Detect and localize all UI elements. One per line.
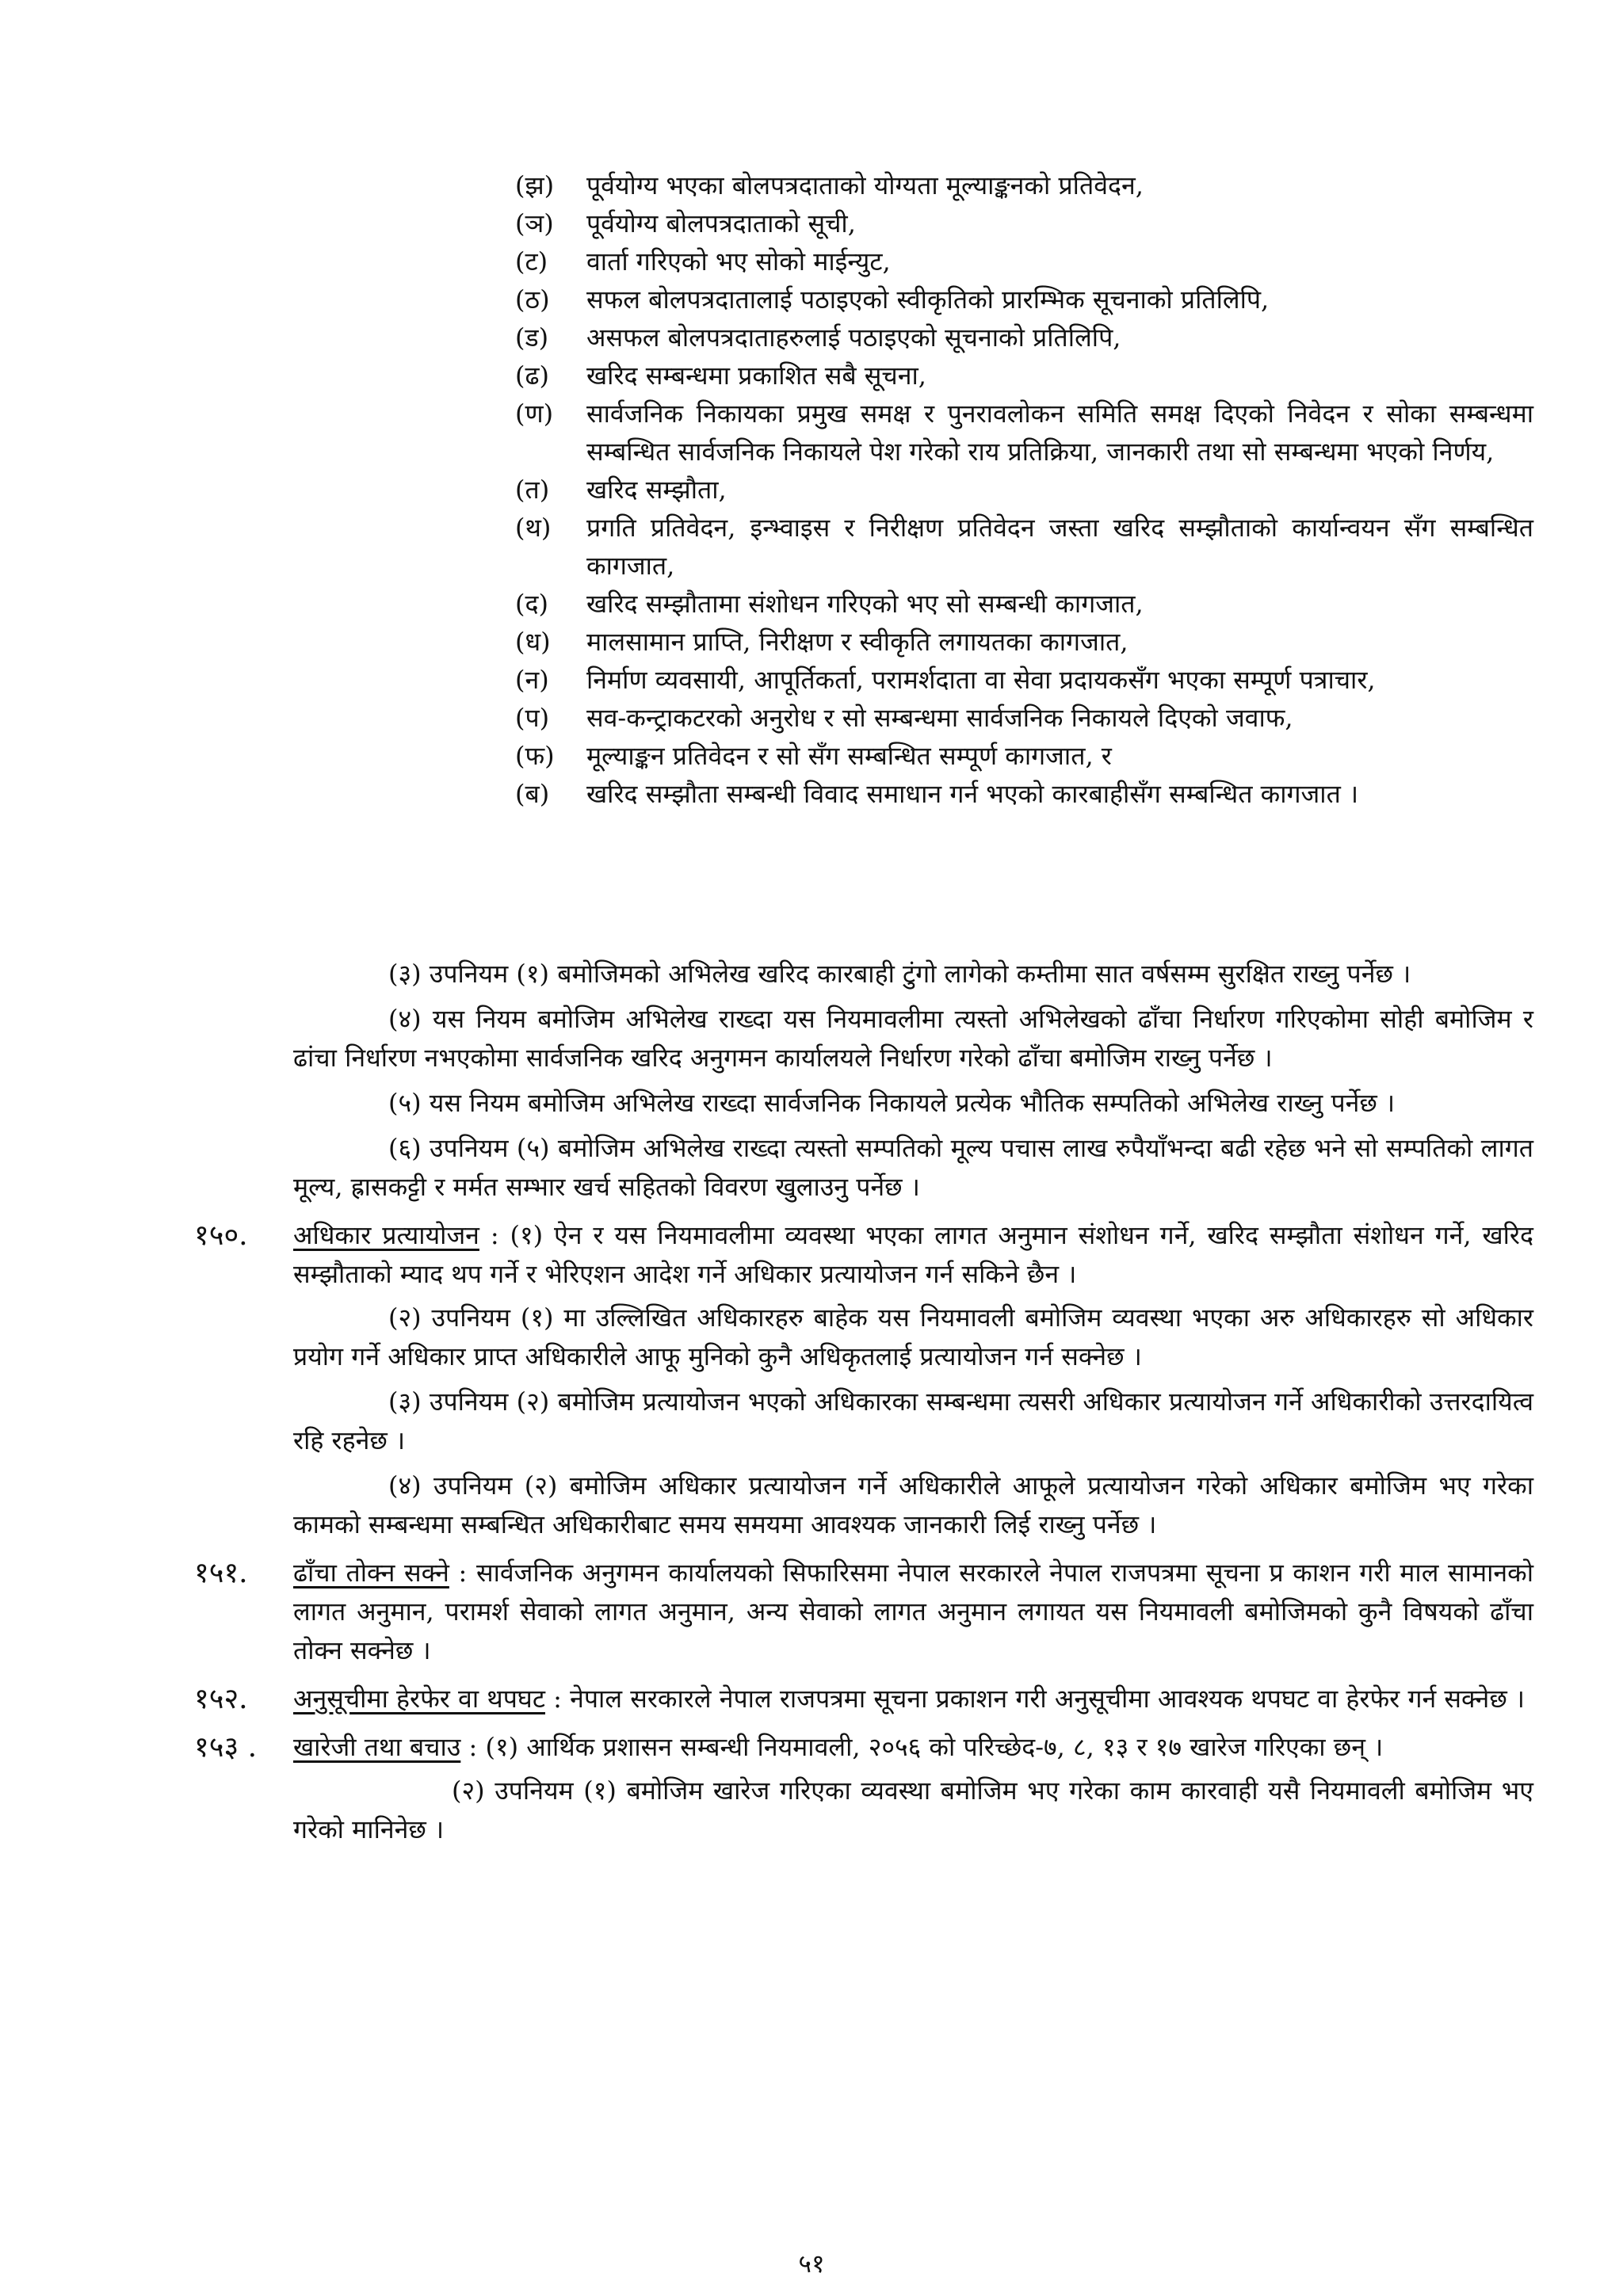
- subrule-paragraph: (६) उपनियम (५) बमोजिम अभिलेख राख्दा त्यस्तो सम्पतिको मूल्य पचास लाख रुपैयाँभन्दा बढी रहेछ भने सो सम्पतिको लागत मूल्य, ह्रासकट्टी र मर्मत सम्भार खर्च सहितको विवरण खुलाउनु पर्नेछ ।: [293, 1133, 1533, 1202]
- list-marker: (थ): [515, 513, 552, 543]
- list-item: [515, 166, 1533, 204]
- list-item-text: सव-कन्ट्राकटरको अनुरोध र सो सम्बन्धमा सार्वजनिक निकायले दिएको जवाफ,: [586, 703, 1293, 733]
- list-item: [515, 623, 1533, 661]
- section-153: [194, 1728, 1533, 1767]
- list-item-text: पूर्वयोग्य भएका बोलपत्रदाताको योग्यता मूल्याङ्कनको प्रतिवेदन,: [586, 170, 1144, 200]
- heading-separator: :: [460, 1732, 486, 1762]
- list-item-text: सार्वजनिक निकायका प्रमुख समक्ष र पुनरावलोकन समिति समक्ष दिएको निवेदन र सोका सम्बन्धमा सम्बन्धित सार्वजनिक निकायले पेश गरेको राय प्रतिक्रिया, जानकारी तथा सो सम्बन्धमा भएको निर्णय,: [586, 399, 1533, 467]
- section-number: १५३ .: [194, 1731, 258, 1764]
- list-marker: (फ): [515, 741, 555, 771]
- list-marker: (ण): [515, 399, 554, 429]
- list-item: [515, 395, 1533, 471]
- section-text: नेपाल सरकारले नेपाल राजपत्रमा सूचना प्रकाशन गरी अनुसूचीमा आवश्यक थपघट वा हेरफेर गर्न सक्नेछ ।: [570, 1684, 1526, 1714]
- section-number: १५०.: [194, 1219, 248, 1252]
- list-item: [515, 509, 1533, 585]
- list-marker: (ढ): [515, 360, 549, 391]
- list-marker: (ब): [515, 779, 550, 809]
- body-text: [194, 955, 1534, 1855]
- list-item-text: असफल बोलपत्रदाताहरुलाई पठाइएको सूचनाको प्रतिलिपि,: [586, 322, 1121, 353]
- page-number: ५१: [798, 2248, 825, 2279]
- list-item: [515, 280, 1533, 318]
- list-item-text: खरिद सम्झौता सम्बन्धी विवाद समाधान गर्न भएको कारबाहीसँग सम्बन्धित कागजात ।: [586, 779, 1359, 809]
- subrule-paragraph: (३) उपनियम (२) बमोजिम प्रत्यायोजन भएको अधिकारका सम्बन्धमा त्यसरी अधिकार प्रत्यायोजन गर्ने अधिकारीको उत्तरदायित्व रहि रहनेछ ।: [293, 1386, 1533, 1455]
- list-item: [515, 775, 1533, 813]
- list-marker: (ट): [515, 246, 548, 277]
- list-marker: (त): [515, 475, 550, 505]
- heading-separator: :: [479, 1220, 510, 1250]
- list-item: [515, 357, 1533, 395]
- list-item-text: पूर्वयोग्य बोलपत्रदाताको सूची,: [586, 208, 856, 238]
- list-item-text: सफल बोलपत्रदातालाई पठाइएको स्वीकृतिको प्रारम्भिक सूचनाको प्रतिलिपि,: [586, 284, 1270, 315]
- list-marker: (ध): [515, 627, 551, 657]
- list-item-text: निर्माण व्यवसायी, आपूर्तिकर्ता, परामर्शदाता वा सेवा प्रदायकसँग भएका सम्पूर्ण पत्राचार,: [586, 665, 1376, 695]
- list-item-text: प्रगति प्रतिवेदन, इन्भ्वाइस र निरीक्षण प्रतिवेदन जस्ता खरिद सम्झौताको कार्यान्वयन सँग सम्बन्धित कागजात,: [586, 513, 1533, 581]
- subrule-paragraph: (४) उपनियम (२) बमोजिम अधिकार प्रत्यायोजन गर्ने अधिकारीले आफूले प्रत्यायोजन गरेको अधिकार बमोजिम भए गरेका कामको सम्बन्धमा सम्बन्धित अधिकारीबाट समय समयमा आवश्यक जानकारी लिई राख्नु पर्नेछ ।: [293, 1470, 1533, 1539]
- subrule-paragraph: (२) उपनियम (१) मा उल्लिखित अधिकारहरु बाहेक यस नियमावली बमोजिम व्यवस्था भएका अरु अधिकारहरु सो अधिकार प्रयोग गर्ने अधिकार प्राप्त अधिकारीले आफू मुनिको कुनै अधिकृतलाई प्रत्यायोजन गर्न सक्नेछ ।: [293, 1302, 1533, 1371]
- list-marker: (झ): [515, 170, 555, 200]
- list-item: [515, 471, 1533, 509]
- subrule-paragraph: (५) यस नियम बमोजिम अभिलेख राख्दा सार्वजनिक निकायले प्रत्येक भौतिक सम्पतिको अभिलेख राख्नु पर्नेछ ।: [388, 1088, 1396, 1118]
- section-151: [194, 1554, 1534, 1670]
- list-item-text: मूल्याङ्कन प्रतिवेदन र सो सँग सम्बन्धित सम्पूर्ण कागजात, र: [586, 741, 1112, 771]
- section-heading: ढाँचा तोक्न सक्ने: [293, 1558, 449, 1588]
- heading-separator: :: [544, 1684, 571, 1714]
- list-item: [515, 661, 1533, 699]
- list-marker: (प): [515, 703, 550, 733]
- subrule-paragraph: (४) यस नियम बमोजिम अभिलेख राख्दा यस नियमावलीमा त्यस्तो अभिलेखको ढाँचा निर्धारण गरिएकोमा सोही बमोजिम र ढांचा निर्धारण नभएकोमा सार्वजनिक खरिद अनुगमन कार्यालयले निर्धारण गरेको ढाँचा बमोजिम राख्नु पर्नेछ ।: [293, 1004, 1533, 1073]
- section-heading: अनुसूचीमा हेरफेर वा थपघट: [293, 1684, 545, 1714]
- list-item: [515, 699, 1533, 737]
- list-item: [515, 318, 1533, 357]
- section-152: [194, 1680, 1533, 1718]
- section-text: सार्वजनिक अनुगमन कार्यालयको सिफारिसमा नेपाल सरकारले नेपाल राजपत्रमा सूचना प्र काशन गरी माल सामानको लागत अनुमान, परामर्श सेवाको लागत अनुमान, अन्य सेवाको लागत अनुमान लगायत यस नियमावली बमोजिमको कुनै विषयको ढाँचा तोक्न सक्नेछ ।: [293, 1558, 1534, 1665]
- records-list: [515, 166, 1533, 813]
- list-marker: (ठ): [515, 284, 550, 315]
- list-item-text: खरिद सम्बन्धमा प्रकाशित सबै सूचना,: [586, 360, 926, 391]
- list-item-text: खरिद सम्झौतामा संशोधन गरिएको भए सो सम्बन्धी कागजात,: [586, 589, 1144, 619]
- section-text: (१) ऐन र यस नियमावलीमा व्यवस्था भएका लागत अनुमान संशोधन गर्ने, खरिद सम्झौता संशोधन गर्ने, खरिद सम्झौताको म्याद थप गर्ने र भेरिएशन आदेश गर्ने अधिकार प्रत्यायोजन गर्न सकिने छैन ।: [293, 1220, 1534, 1289]
- list-marker: (ड): [515, 322, 549, 353]
- subrule-paragraph: (३) उपनियम (१) बमोजिमको अभिलेख खरिद कारबाही टुंगो लागेको कम्तीमा सात वर्षसम्म सुरक्षित राख्नु पर्नेछ ।: [388, 959, 1411, 989]
- list-marker: (द): [515, 589, 548, 619]
- list-item-text: मालसामान प्राप्ति, निरीक्षण र स्वीकृति लगायतका कागजात,: [586, 627, 1128, 657]
- section-text: (१) आर्थिक प्रशासन सम्बन्धी नियमावली, २०५६ को परिच्छेद-७, ८, १३ र १७ खारेज गरिएका छन् ।: [485, 1732, 1384, 1762]
- list-marker: (ञ): [515, 208, 554, 238]
- list-item: [515, 204, 1533, 242]
- list-item: [515, 737, 1533, 775]
- section-number: १५२.: [194, 1683, 248, 1715]
- list-marker: (न): [515, 665, 549, 695]
- section-number: १५१.: [194, 1557, 248, 1589]
- section-heading: अधिकार प्रत्यायोजन: [293, 1220, 479, 1250]
- subrule-paragraph: (२) उपनियम (१) बमोजिम खारेज गरिएका व्यवस्था बमोजिम भए गरेका काम कारवाही यसै नियमावली बमोजिम भए गरेको मानिनेछ ।: [293, 1775, 1533, 1844]
- heading-separator: :: [449, 1558, 476, 1588]
- list-item-text: खरिद सम्झौता,: [586, 475, 727, 505]
- list-item: [515, 242, 1533, 280]
- list-item-text: वार्ता गरिएको भए सोको माईन्युट,: [586, 246, 891, 277]
- section-heading: खारेजी तथा बचाउ: [293, 1732, 461, 1762]
- section-150: [194, 1216, 1534, 1294]
- list-item: [515, 585, 1533, 623]
